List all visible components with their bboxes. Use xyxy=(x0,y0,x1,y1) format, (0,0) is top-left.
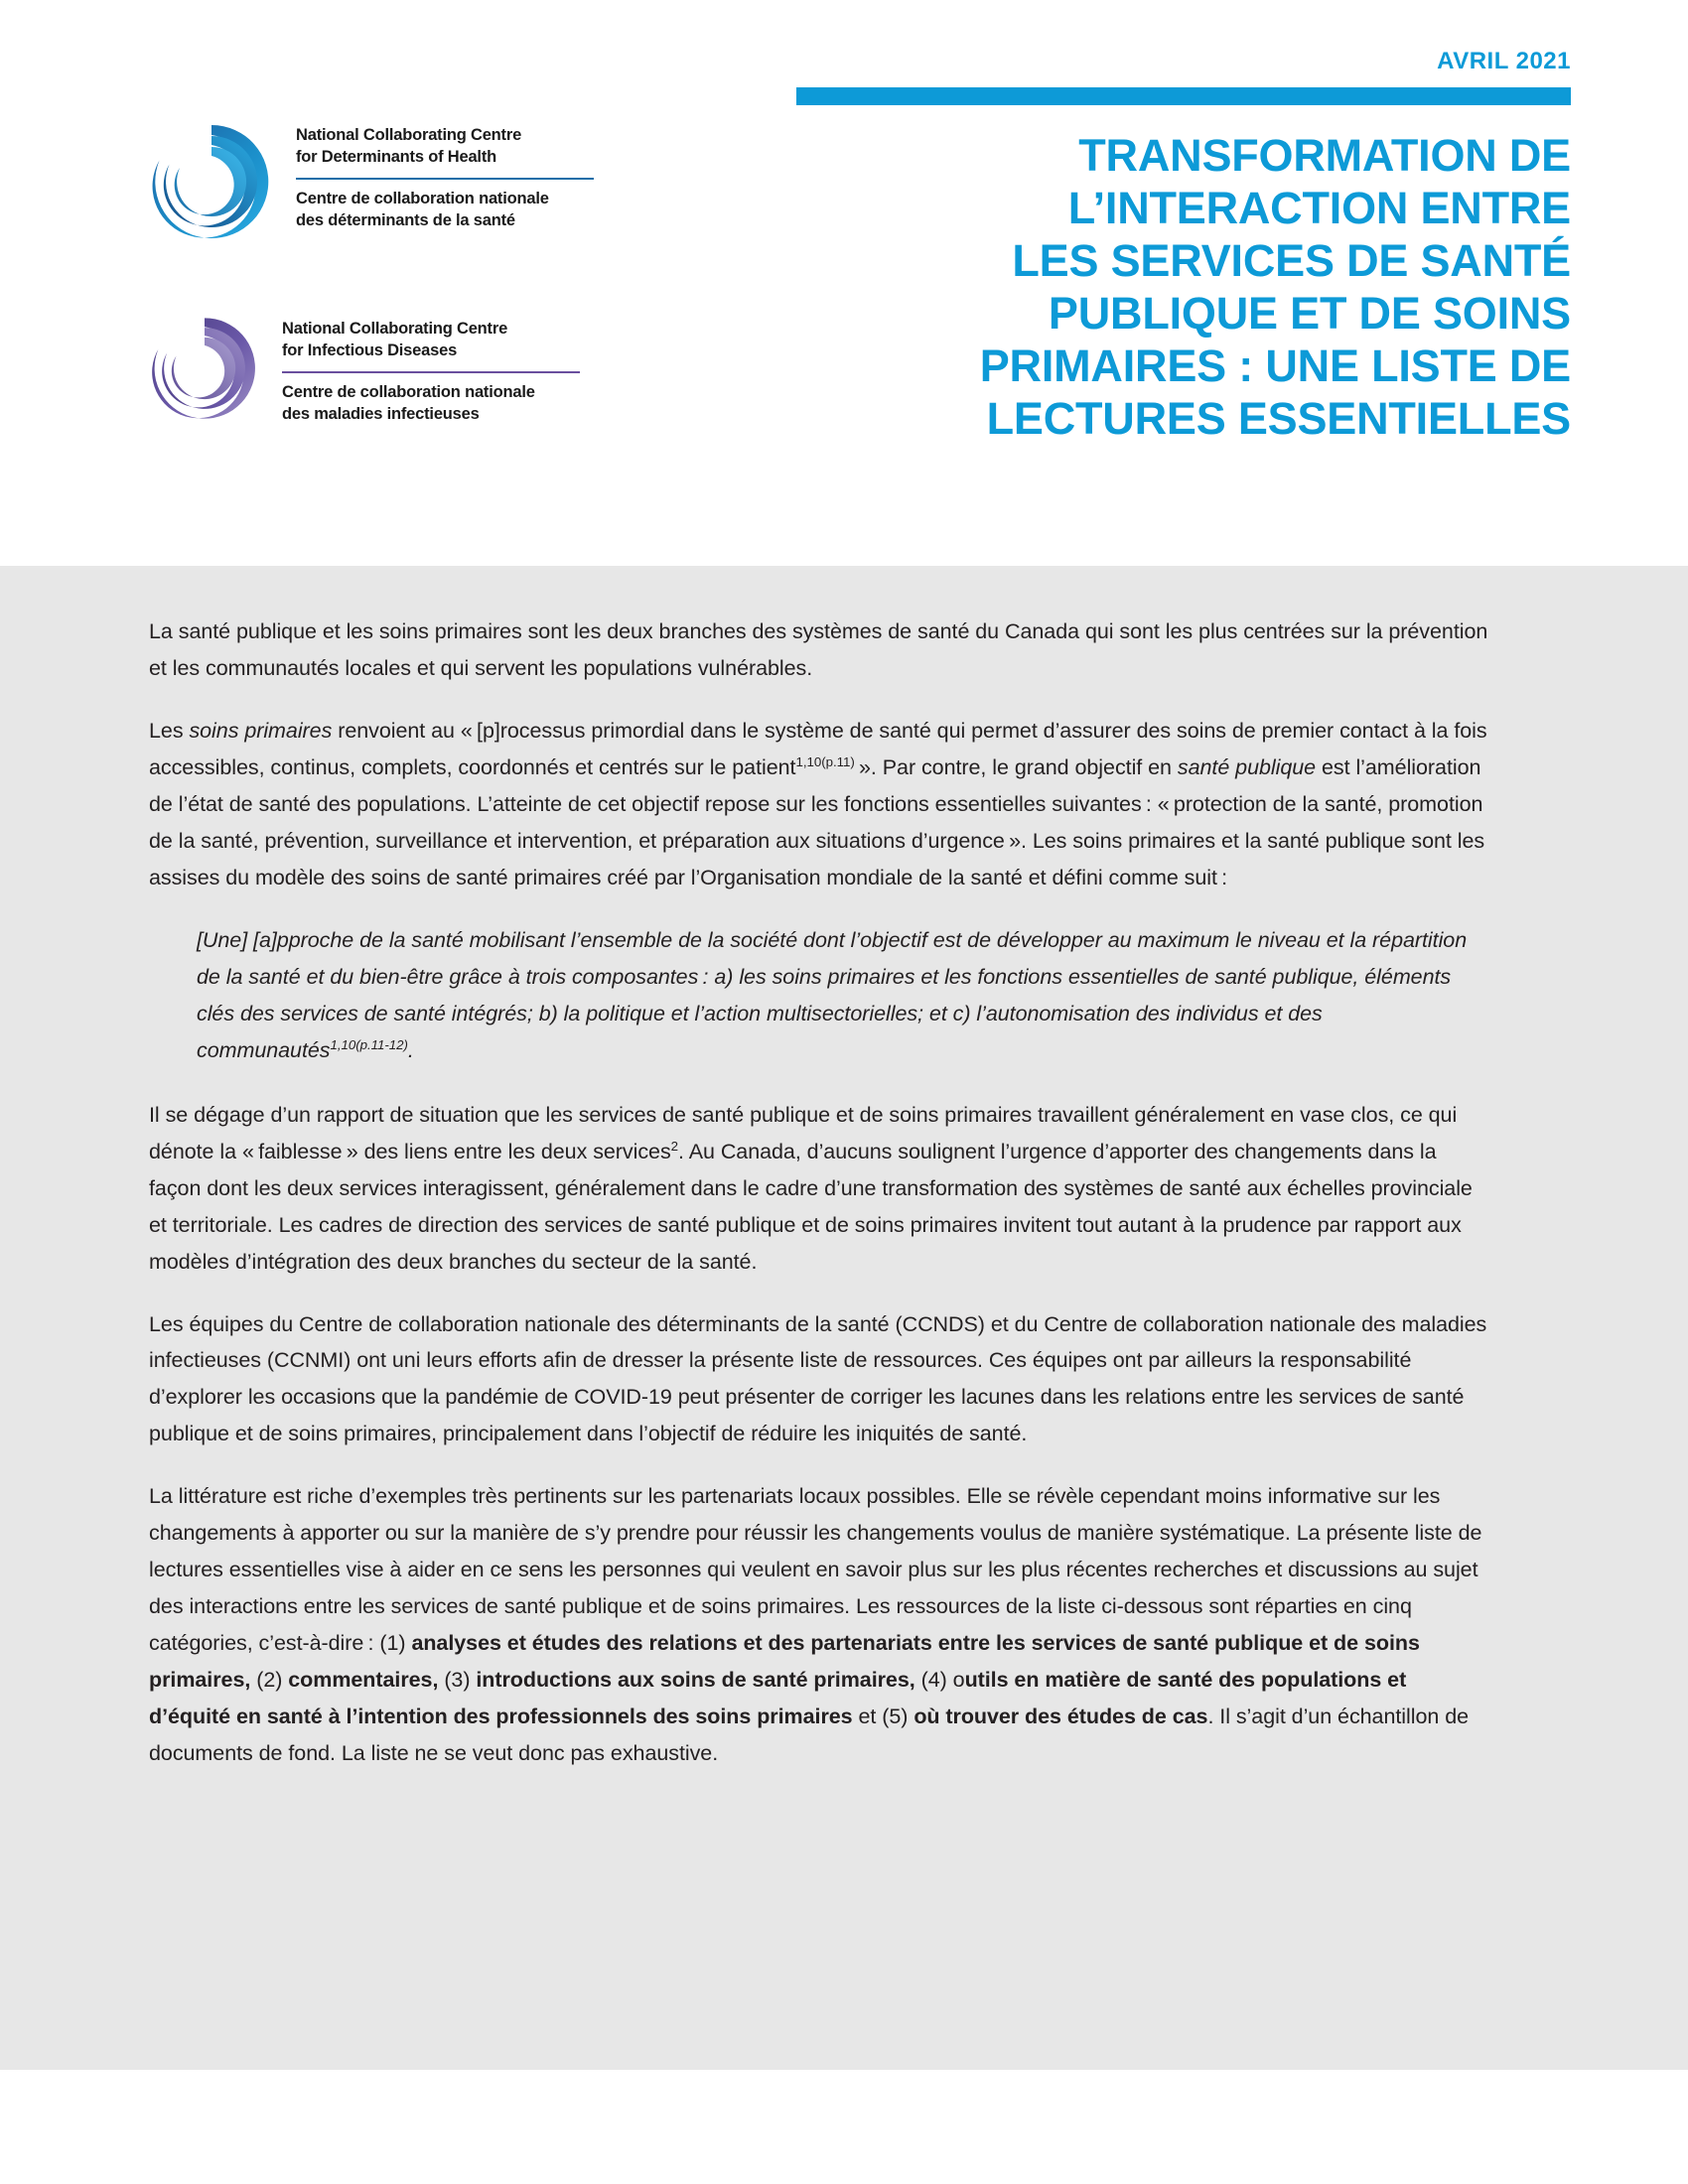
publication-date: AVRIL 2021 xyxy=(1437,48,1571,74)
logo-nccid-en-line2: for Infectious Diseases xyxy=(282,341,458,359)
page-title-line: PUBLIQUE ET DE SOINS xyxy=(1048,288,1571,340)
body-paragraph-definitions: Les soins primaires renvoient au « [p]rocessus primordial dans le système de santé qui permet d’assurer des soins de premier contact à la fois accessibles, continus, complets, coordonnés et centrés sur le patient$^{1,10(p.11)}$ ». Par contre, le grand objectif en santé publique est l’amélioration de l’état de santé des populations. L’atteinte de cet objectif repose sur les fonctions essentielles suivantes : « protection de la santé, promotion de la santé, prévention, surveillance et intervention, et préparation aux situations d’urgence ». Les soins primaires et la santé publique sont les assises du modèle des soins de santé primaires créé par l’Organisation mondiale de la santé et défini comme suit : xyxy=(149,718,1487,889)
page-title-line: LECTURES ESSENTIELLES xyxy=(986,393,1571,445)
logo-nccdh-fr-line2: des déterminants de la santé xyxy=(296,210,515,229)
logo-nccdh-fr-line1: Centre de collaboration nationale xyxy=(296,189,549,207)
logo-nccdh-en-line1: National Collaborating Centre xyxy=(296,126,522,144)
swirl-ring-logo-blue-icon xyxy=(149,119,274,244)
body-paragraph-intro: La santé publique et les soins primaires sont les deux branches des systèmes de santé du Canada qui sont les plus centrées sur la prévention et les communautés locales et qui servent les populations vulnérables. xyxy=(149,619,1488,680)
logo-nccdh-divider xyxy=(296,178,594,180)
page-title-line: TRANSFORMATION DE xyxy=(1078,130,1571,181)
logo-nccid-text xyxy=(282,313,580,426)
title-accent-bar xyxy=(796,87,1571,105)
page-title xyxy=(796,129,1571,446)
logo-nccid-fr-line1: Centre de collaboration nationale xyxy=(282,382,535,401)
document-body xyxy=(0,566,1688,2070)
logo-nccdh-en-line2: for Determinants of Health xyxy=(296,147,496,166)
logo-nccid-fr-line2: des maladies infectieuses xyxy=(282,404,480,423)
body-paragraph-silos: Il se dégage d’un rapport de situation que les services de santé publique et de soins primaires travaillent généralement en vase clos, ce qui dénote la « faiblesse » des liens entre les deux services$^2$. Au Canada, d’aucuns soulignent l’urgence d’apporter des changements dans la façon dont les deux services interagissent, généralement dans le cadre d’une transformation des systèmes de santé aux échelles provinciale et territoriale. Les cadres de direction des services de santé publique et de soins primaires invitent tout autant à la prudence par rapport aux modèles d’intégration des deux branches du secteur de la santé. xyxy=(149,1102,1473,1274)
title-block xyxy=(796,87,1571,446)
document-header xyxy=(0,0,1688,566)
swirl-ring-logo-purple-icon xyxy=(149,313,260,424)
page-title-line: PRIMAIRES : UNE LISTE DE xyxy=(979,341,1571,392)
logo-nccid-en-line1: National Collaborating Centre xyxy=(282,320,508,338)
body-paragraph-who-quote: [Une] [a]pproche de la santé mobilisant l’ensemble de la société dont l’objectif est de développer au maximum le niveau et la répartition de la santé et du bien-être grâce à trois composantes : a) les soins primaires et les fonctions essentielles de santé publique, éléments clés des services de santé intégrés; b) la politique et l’action multisectorielles; et c) l’autonomisation des individus et des communautés$^{1,10(p.11-12)}$. xyxy=(197,927,1468,1062)
logo-nccdh-text xyxy=(296,119,594,232)
logo-nccid-divider xyxy=(282,371,580,373)
body-paragraph-categories: La littérature est riche d’exemples très pertinents sur les partenariats locaux possibles. Elle se révèle cependant moins informative sur les changements à apporter ou sur la manière de s’y prendre pour réussir les changements voulus de manière systématique. La présente liste de lectures essentielles vise à aider en ce sens les personnes qui veulent en savoir plus sur les plus récentes recherches et discussions au sujet des interactions entre les services de santé publique et de soins primaires. Les ressources de la liste ci-dessous sont réparties en cinq catégories, c’est-à-dire : (1) analyses et études des relations et des partenariats entre les services de santé publique et de soins primaires, (2) commentaires, (3) introductions aux soins de santé primaires, (4) outils en matière de santé des populations et d’équité en santé à l’intention des professionnels des soins primaires et (5) où trouver des études de cas. Il s’agit d’un échantillon de documents de fond. La liste ne se veut donc pas exhaustive. xyxy=(149,1484,1482,1766)
logo-nccdh xyxy=(149,119,594,244)
logo-nccid xyxy=(149,313,580,426)
page-title-line: LES SERVICES DE SANTÉ xyxy=(1012,235,1571,287)
body-paragraph-teams: Les équipes du Centre de collaboration nationale des déterminants de la santé (CCNDS) et du Centre de collaboration nationale des maladies infectieuses (CCNMI) ont uni leurs efforts afin de dresser la présente liste de ressources. Ces équipes ont par ailleurs la responsabilité d’explorer les occasions que la pandémie de COVID-19 peut présenter de corriger les lacunes dans les relations entre les services de santé publique et de soins primaires, principalement dans l’objectif de réduire les iniquités de santé. xyxy=(149,1311,1487,1446)
page-title-line: L’INTERACTION ENTRE xyxy=(1067,183,1571,234)
